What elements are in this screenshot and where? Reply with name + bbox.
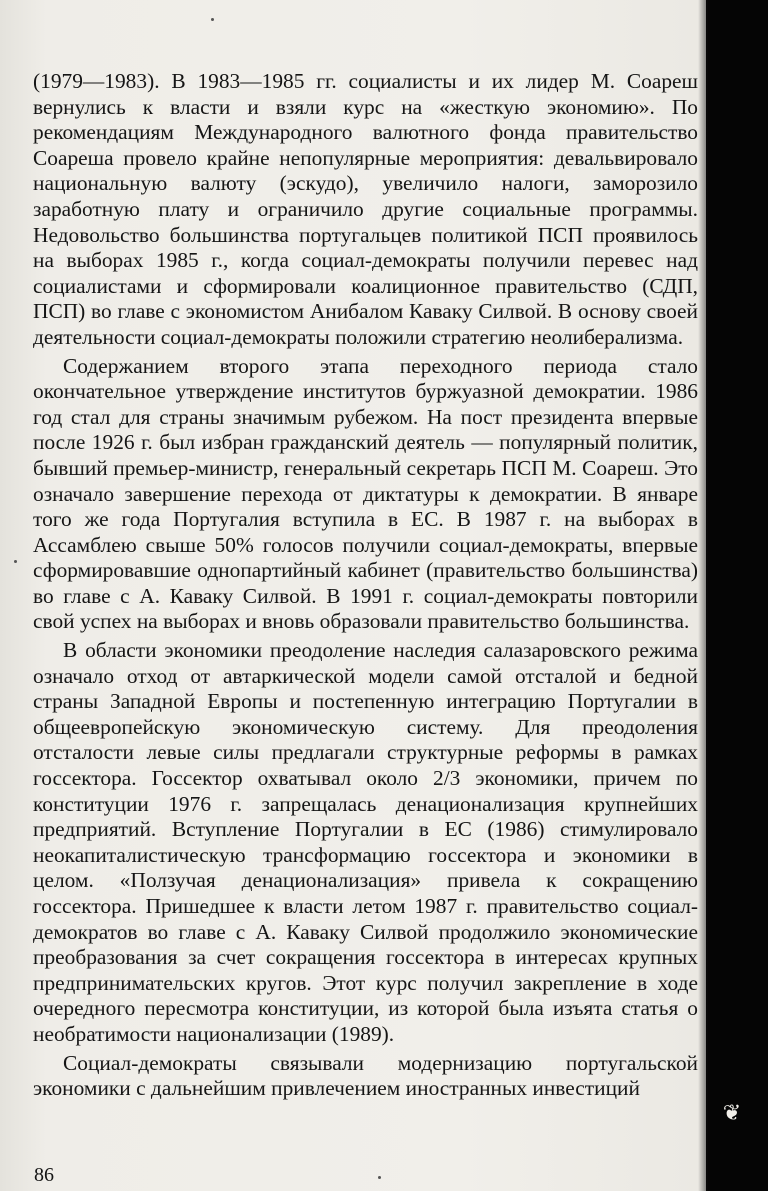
scan-speck: [14, 560, 17, 563]
page-number: 86: [34, 1164, 54, 1186]
paragraph-2: Содержанием второго этапа переходного периода стало окончательное утверждение институтов буржуазной демократии. 1986 год стал для страны значимым рубежом. На пост президента впервые после 1926 г. был избран гражданский деятель — популярный политик, бывший премьер-министр, генеральный секретарь ПСП М. Соареш. Это означало завершение перехода от диктатуры к демократии. В январе того же года Португалия вступила в ЕС. В 1987 г. на выборах в Ассамблею свыше 50% голосов получили социал-демократы, впервые сформировавшие однопартийный кабинет (правительство большинства) во главе с А. Каваку Силвой. В 1991 г. социал-демократы повторили свой успех на выборах и вновь образовали правительство большинства.: [33, 353, 698, 634]
paragraph-1: (1979—1983). В 1983—1985 гг. социалисты и их лидер М. Соареш вернулись к власти и взяли курс на «жесткую экономию». По рекомендациям Международного валютного фонда правительство Соареша провело крайне непопулярные мероприятия: девальвировало национальную валюту (эскудо), увеличило налоги, заморозило заработную плату и ограничило другие социальные программы. Недовольство большинства португальцев политикой ПСП проявилось на выборах 1985 г., когда социал-демократы получили перевес над социалистами и сформировали коалиционное правительство (СДП, ПСП) во главе с экономистом Анибалом Каваку Силвой. В основу своей деятельности социал-демократы положили стратегию неолиберализма.: [33, 69, 698, 349]
paragraph-3: В области экономики преодоление наследия салазаровского режима означало отход от автаркической модели самой отсталой и бедной страны Западной Европы и постепенную интеграцию Португалии в общеевропейскую экономическую систему. Для преодоления отсталости левые силы предлагали структурные реформы в рамках госсектора. Госсектор охватывал около 2/3 экономики, причем по конституции 1976 г. запрещалась денационализация крупнейших предприятий. Вступление Португалии в ЕС (1986) стимулировало неокапиталистическую трансформацию госсектора и экономики в целом. «Ползучая денационализация» привела к сокращению госсектора. Пришедшее к власти летом 1987 г. правительство социал-демократов во главе с А. Каваку Силвой продолжило экономические преобразования за счет сокращения госсектора в интересах крупных предпринимательских кругов. Этот курс получил закрепление в ходе очередного пересмотра конституции, из которой была изъята статья о необратимости национализации (1989).: [33, 638, 698, 1046]
paragraph-4: Социал-демократы связывали модернизацию португальской экономики с дальнейшим привлечением иностранных инвестиций: [33, 1050, 698, 1101]
binding-mark-icon: ❦: [722, 1101, 742, 1126]
scan-speck: [211, 18, 214, 21]
body-text: [33, 69, 698, 1105]
book-spine-shadow: [706, 0, 768, 1191]
scan-speck: [378, 1176, 381, 1179]
